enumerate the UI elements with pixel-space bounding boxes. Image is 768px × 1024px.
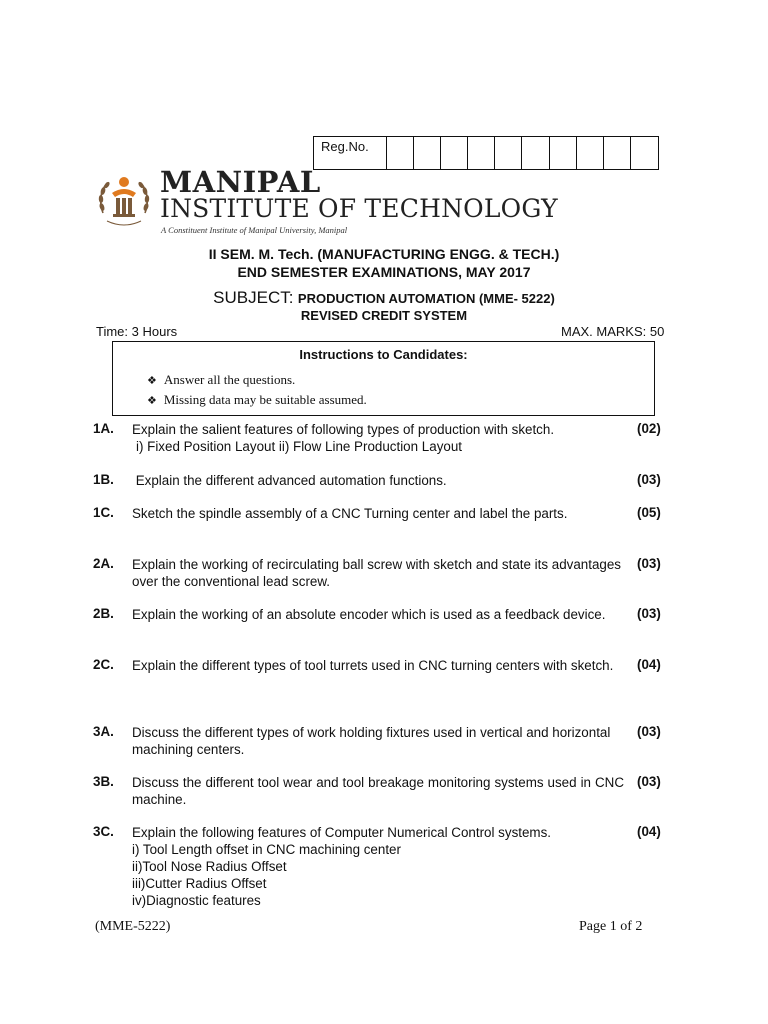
question-number: 1B. [93,472,114,487]
reg-no-cell [604,137,631,169]
instruction-item [147,392,367,408]
question-text: Explain the working of an absolute encoder which is used as a feedback device. [132,607,606,622]
subject-line [0,288,768,308]
institution-seal-logo [95,173,153,233]
reg-no-cell [577,137,604,169]
reg-no-cell [387,137,414,169]
question-number: 2A. [93,556,114,571]
question-subpart: ii)Tool Nose Radius Offset [132,859,287,874]
question-item [0,657,768,697]
exam-time: Time: 3 Hours [96,324,178,339]
question-marks: (03) [637,472,661,487]
question-marks: (02) [637,421,661,436]
question-text: Discuss the different types of work holding fixtures used in vertical and horizontal machining centers. [132,725,611,757]
question-text: Discuss the different tool wear and tool breakage monitoring systems used in CNC machine. [132,775,624,807]
question-text [132,824,624,909]
question-item [0,774,768,814]
question-text: Explain the different types of tool turrets used in CNC turning centers with sketch. [132,658,614,673]
reg-no-box [313,136,659,170]
question-text: Explain the different advanced automation functions. [132,473,447,488]
question-marks: (03) [637,556,661,571]
question-marks: (03) [637,774,661,789]
credit-system: REVISED CREDIT SYSTEM [300,308,468,323]
reg-no-cell [550,137,577,169]
question-number: 3A. [93,724,114,739]
question-text: Sketch the spindle assembly of a CNC Turning center and label the parts. [132,506,568,521]
subject-label: SUBJECT: [213,288,294,307]
reg-no-cell [441,137,468,169]
question-number: 2C. [93,657,114,672]
question-body: Explain the salient features of following types of production with sketch. [132,422,555,437]
question-item [0,556,768,596]
question-subpart: i) Tool Length offset in CNC machining center [132,842,401,857]
question-subpart: i) Fixed Position Layout ii) Flow Line Production Layout [136,439,463,454]
question-item [0,824,768,914]
question-marks: (03) [637,724,661,739]
instruction-item [147,372,295,388]
question-subpart: iii)Cutter Radius Offset [132,876,267,891]
max-marks: MAX. MARKS: 50 [561,324,665,339]
question-item [0,724,768,764]
question-number: 3C. [93,824,114,839]
instruction-text: Missing data may be suitable assumed. [163,392,367,407]
reg-no-cell [631,137,658,169]
institution-subname: INSTITUTE OF TECHNOLOGY [160,194,558,223]
instruction-text: Answer all the questions. [163,372,296,387]
program-title: II SEM. M. Tech. (MANUFACTURING ENGG. & TECH.) [208,246,560,262]
question-marks: (04) [637,657,661,672]
question-item [0,505,768,545]
question-subpart: iv)Diagnostic features [132,893,261,908]
footer-course-code: (MME-5222) [95,919,171,934]
diamond-bullet-icon: ❖ [147,394,157,407]
reg-no-cell [522,137,549,169]
reg-no-cell [495,137,522,169]
reg-no-cell [468,137,495,169]
instructions-box [112,341,655,416]
question-marks: (04) [637,824,661,839]
institution-tagline: A Constituent Institute of Manipal University, Manipal [161,225,348,235]
question-body: Explain the following features of Computer Numerical Control systems. [132,825,552,840]
question-marks: (05) [637,505,661,520]
footer-page-number: Page 1 of 2 [579,919,643,934]
question-number: 2B. [93,606,114,621]
question-number: 1A. [93,421,114,436]
question-text: Explain the working of recirculating ball screw with sketch and state its advantages over the conventional lead screw. [132,557,622,589]
question-number: 3B. [93,774,114,789]
question-item [0,606,768,646]
subject-name: PRODUCTION AUTOMATION (MME- 5222) [297,291,555,306]
question-marks: (03) [637,606,661,621]
question-item [0,421,768,461]
question-number: 1C. [93,505,114,520]
instructions-title: Instructions to Candidates: [299,347,468,362]
exam-title: END SEMESTER EXAMINATIONS, MAY 2017 [237,264,531,280]
question-text [132,421,624,455]
institution-name: MANIPAL [160,165,321,199]
reg-no-label: Reg.No. [314,137,387,169]
reg-no-cell [414,137,441,169]
diamond-bullet-icon: ❖ [147,374,157,387]
